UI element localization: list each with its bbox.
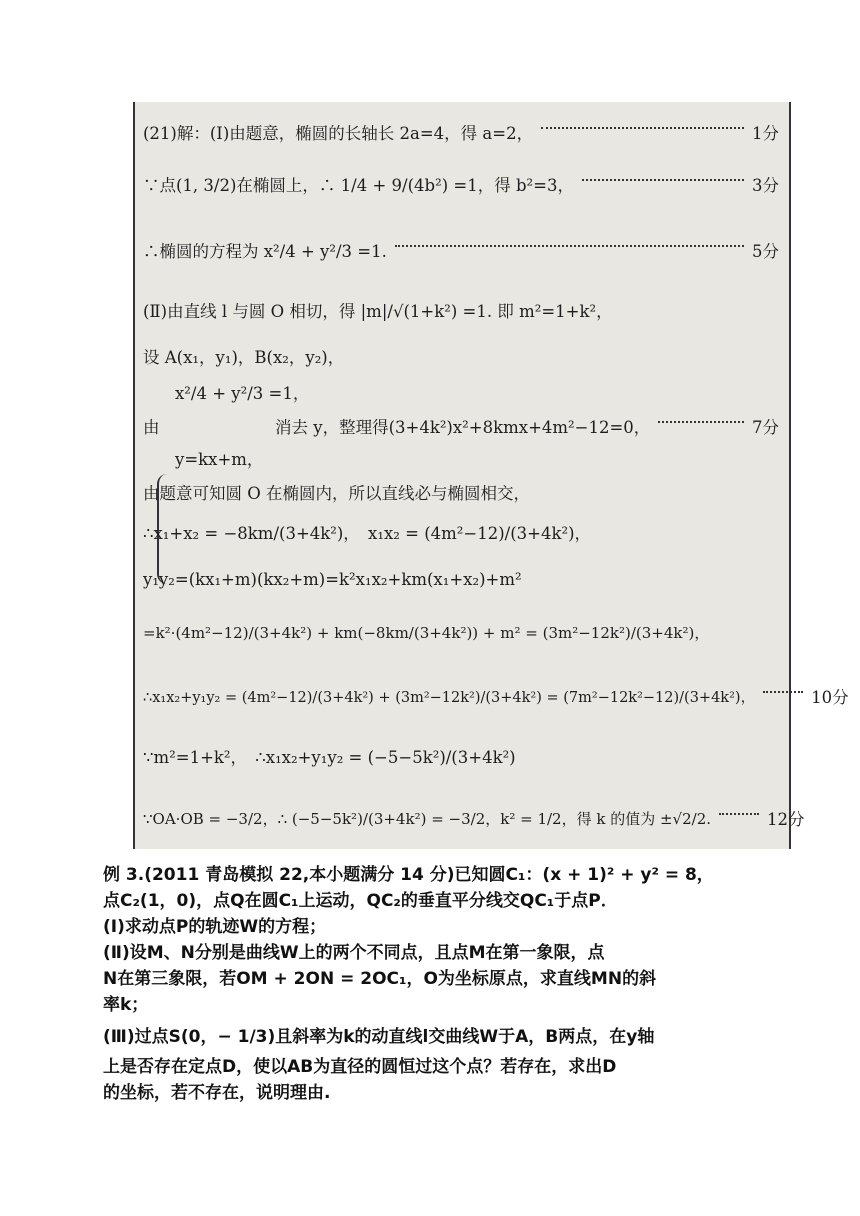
solution-line: y₁y₂=(kx₁+m)(kx₂+m)=k²x₁x₂+km(x₁+x₂)+m² [143,570,522,589]
solution-scan-image [133,102,849,849]
solution-line: ∵m²=1+k²， ∴x₁x₂+y₁y₂ = (−5−5k²)/(3+4k²) [143,748,516,767]
solution-line: ∵点(1, 3/2)在椭圆上，∴ 1/4 + 9/(4b²) =1，得 b²=3， 3分 [143,176,779,195]
problem-part-1: (Ⅰ)求动点P的轨迹W的方程； [103,917,327,937]
problem-line-2: 点C₂(1，0)，点Q在圆C₁上运动，QC₂的垂直平分线交QC₁于点P． [103,891,618,911]
solution-line: (21)解：(Ⅰ)由题意，椭圆的长轴长 2a=4，得 a=2， 1分 [143,124,779,143]
solution-line: x²/4 + y²/3 =1， [175,384,310,403]
solution-line: =k²·(4m²−12)/(3+4k²) + km(−8km/(3+4k²)) + m² = (3m²−12k²)/(3+4k²)， [143,624,710,642]
problem-part-2-end: 率k； [103,995,149,1015]
solution-line: ∴椭圆的方程为 x²/4 + y²/3 =1. 5分 [143,242,779,261]
problem-part-2-cont: N在第三象限，若OM + 2ON = 2OC₁，O为坐标原点，求直线MN的斜 [103,969,657,989]
solution-line: ∵OA·OB = −3/2，∴ (−5−5k²)/(3+4k²) = −3/2，k² = 1/2，得 k 的值为 ±√2/2. 12分 [143,809,805,829]
solution-line: y=kx+m， [175,450,264,469]
problem-part-2: (Ⅱ)设M、N分别是曲线W上的两个不同点，且点M在第一象限，点 [103,943,605,963]
problem-line-1: 例 3.(2011 青岛模拟 22,本小题满分 14 分)已知圆C₁：(x + 1)² + y² = 8， [103,865,714,885]
solution-line: (Ⅱ)由直线 l 与圆 O 相切，得 |m|/√(1+k²) =1. 即 m²=1+k²， [143,302,613,321]
solution-line: 由 消去 y，整理得(3+4k²)x²+8kmx+4m²−12=0， 7分 [143,418,779,437]
problem-part-3: (Ⅲ)过点S(0，− 1/3)且斜率为k的动直线l交曲线W于A，B两点，在y轴 [103,1027,655,1047]
solution-line: 由题意可知圆 O 在椭圆内，所以直线必与椭圆相交， [143,484,531,503]
solution-line: ∴x₁+x₂ = −8km/(3+4k²)， x₁x₂ = (4m²−12)/(3+4k²)， [143,524,592,543]
solution-line: 设 A(x₁，y₁)，B(x₂，y₂)， [143,348,345,367]
solution-line: ∴x₁x₂+y₁y₂ = (4m²−12)/(3+4k²) + (3m²−12k²)/(3+4k²) = (7m²−12k²−12)/(3+4k²)， 10分 [143,688,849,707]
problem-part-3-cont: 上是否存在定点D，使以AB为直径的圆恒过这个点？若存在，求出D [103,1057,617,1077]
problem-part-3-end: 的坐标，若不存在，说明理由. [103,1083,331,1103]
